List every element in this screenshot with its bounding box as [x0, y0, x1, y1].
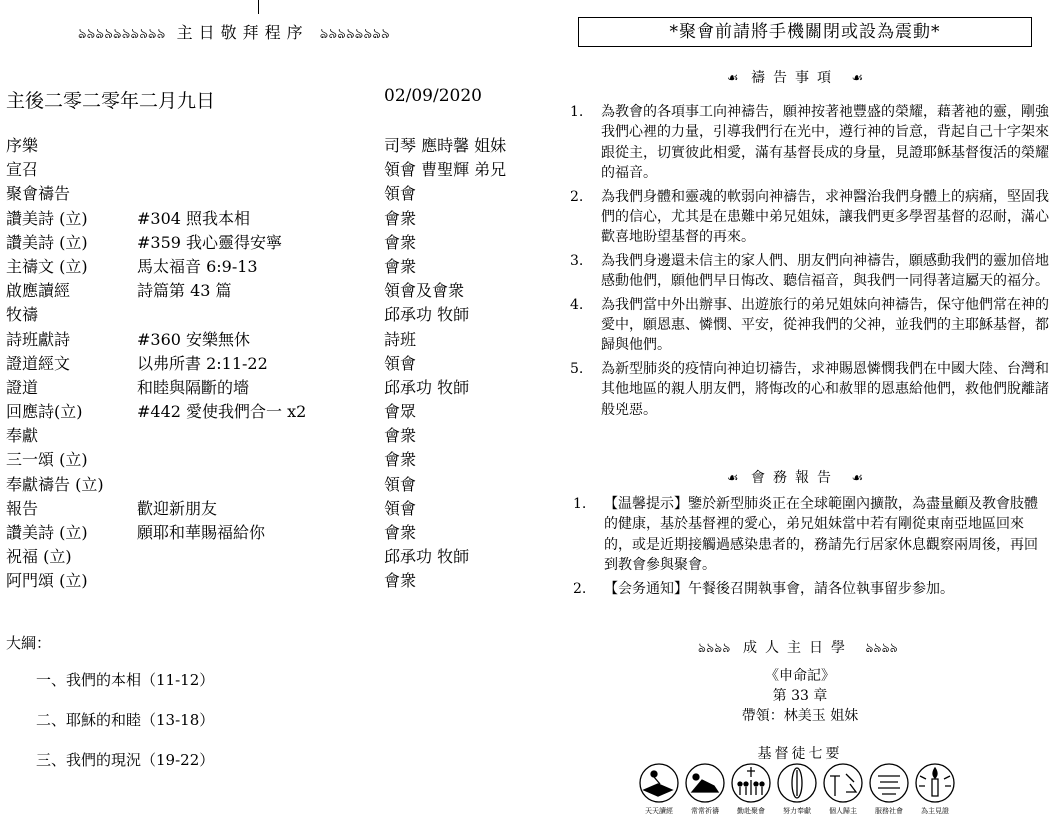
outline-title: 大綱： — [6, 634, 52, 652]
date-chinese: 主後二零二零年二月九日 — [6, 90, 216, 112]
order-leader: 邱承功 牧師 — [384, 305, 470, 325]
essential-label: 常常祈禱 — [691, 807, 719, 815]
prayer-item-number: 2. — [570, 188, 584, 205]
prayer-item-number: 5. — [570, 360, 584, 377]
prayer-item-number: 1. — [570, 104, 584, 120]
sunday-leader: 帶領：林美玉 姐妹 — [741, 708, 859, 724]
prayer-item — [570, 102, 1050, 184]
order-item: 回應詩(立) — [6, 402, 83, 422]
news-item — [573, 494, 1050, 576]
order-leader: 會衆 — [384, 450, 417, 470]
prayer-item — [570, 251, 1050, 292]
order-detail: 願耶和華賜福給你 — [137, 523, 266, 542]
leaf-ornament-icon: ☙ — [851, 471, 864, 486]
order-item: 牧禱 — [6, 305, 39, 325]
praying-icon — [686, 764, 724, 802]
news-item-number: 1. — [573, 496, 587, 512]
order-leader: 領會 曹聖輝 弟兄 — [384, 160, 507, 180]
order-item: 奉獻禱告 (立) — [6, 474, 104, 494]
order-item: 聚會禱告 — [6, 184, 71, 204]
worship-order-title: 主日敬拜程序 — [176, 23, 309, 42]
offering-icon — [778, 764, 816, 802]
order-leader: 會衆 — [384, 256, 417, 276]
sermon-outline — [36, 670, 214, 790]
prayer-item-number: 3. — [570, 252, 584, 269]
order-item: 啟應讀經 — [6, 281, 71, 301]
prayer-heading — [720, 67, 870, 87]
prayer-title: 禱告事項 — [751, 70, 839, 86]
order-row — [6, 328, 526, 352]
order-detail: 以弗所書 2:11-22 — [137, 353, 268, 373]
prayer-list — [570, 102, 1050, 423]
order-detail: #359 我心靈得安寧 — [137, 232, 283, 252]
order-row — [6, 400, 526, 424]
order-leader: 會衆 — [384, 571, 417, 591]
chapter: 第 33 章 — [772, 688, 828, 704]
order-leader: 詩班 — [384, 329, 417, 349]
news-item-text: 【温馨提示】鑒於新型肺炎正在全球範圍內擴散，為盡量顧及教會肢體的健康，基於基督裡的愛心，弟兄姐妹當中若有剛從東南亞地區回來的，或是近期接觸過感染患者的，務請先行居家休息觀察兩周後，再回到教會參與聚會。 — [604, 496, 1038, 574]
church-gathering-icon — [732, 764, 770, 802]
order-row — [6, 231, 526, 255]
outline-point: 二、耶穌的和睦（13-18） — [36, 711, 215, 729]
order-row — [6, 303, 526, 327]
news-item — [573, 579, 1050, 599]
ornament-left: ঌ৯ঌ৯ — [698, 641, 731, 656]
order-item: 讚美詩 (立) — [6, 208, 88, 228]
order-row — [6, 158, 526, 182]
order-item: 三一頌 (立) — [6, 450, 88, 470]
worship-order-heading — [78, 20, 390, 46]
news-heading — [720, 467, 870, 487]
seven-essentials-title: 基督徒七要 — [757, 746, 843, 762]
leaf-ornament-icon: ☙ — [726, 471, 739, 486]
order-detail: 詩篇第 43 篇 — [137, 281, 232, 301]
order-item: 讚美詩 (立) — [6, 523, 88, 542]
order-row — [6, 207, 526, 231]
order-leader: 領會 — [384, 474, 417, 494]
ornament-right: ঌ৯ঌ৯ঌ৯ঌ৯ — [319, 26, 390, 42]
prayer-item-text: 為我們身邊還未信主的家人們、朋友們向神禱告，願感動我們的靈加倍地感動他們，願他們早日悔改、聽信福音，與我們一同得著這屬天的福分。 — [601, 252, 1049, 290]
order-detail: 歡迎新朋友 — [137, 498, 218, 518]
order-row — [6, 448, 526, 472]
order-detail: 和睦與隔斷的墻 — [137, 377, 250, 397]
page-fold-tick — [258, 0, 259, 14]
order-row — [6, 279, 526, 303]
order-row — [6, 255, 526, 279]
serving-icon — [870, 764, 908, 802]
order-item: 序樂 — [6, 136, 39, 155]
order-leader: 司琴 應時馨 姐妹 — [384, 136, 507, 155]
reading-bible-icon — [640, 764, 678, 802]
sunday-school-title: 成人主日學 — [743, 640, 853, 656]
essential-label: 服務社會 — [875, 807, 903, 815]
order-detail: 馬太福音 6:9-13 — [137, 256, 258, 276]
leaf-ornament-icon: ☙ — [851, 71, 864, 86]
order-item: 奉獻 — [6, 426, 39, 446]
prayer-item-text: 為我們身體和靈魂的軟弱向神禱告，求神醫治我們身體上的病痛，堅固我們的信心，尤其是在患難中弟兄姐妹，讓我們更多學習基督的忍耐，滿心歡喜地盼望基督的再來。 — [601, 188, 1049, 246]
sunday-school-heading — [678, 637, 918, 660]
sunday-school-info — [700, 666, 900, 726]
news-list — [573, 494, 1050, 602]
order-leader: 會衆 — [384, 426, 417, 446]
essential-label: 努力奉獻 — [783, 807, 811, 815]
order-row — [6, 424, 526, 448]
order-item: 證道經文 — [6, 353, 71, 373]
order-item: 祝福 (立) — [6, 547, 72, 567]
phone-notice: *聚會前請將手機關閉或設為震動* — [578, 17, 1032, 47]
prayer-item — [570, 359, 1050, 420]
order-row — [6, 134, 526, 158]
prayer-item-number: 4. — [570, 296, 584, 313]
worship-order-list — [6, 134, 526, 594]
order-row — [6, 521, 526, 545]
witness-candle-icon — [916, 764, 954, 802]
order-item: 阿門頌 (立) — [6, 571, 88, 591]
order-row — [6, 376, 526, 400]
service-date — [6, 86, 506, 113]
order-leader: 領會及會衆 — [384, 281, 465, 301]
order-row — [6, 497, 526, 521]
prayer-item-text: 為新型肺炎的疫情向神迫切禱告，求神賜恩憐憫我們在中國大陸、台灣和其他地區的親人朋友們，將悔改的心和赦罪的恩惠給他們，救他們脫離諸般兇惡。 — [601, 360, 1049, 418]
order-leader: 邱承功 牧師 — [384, 377, 470, 397]
order-detail: #304 照我本相 — [137, 208, 251, 228]
order-item: 報告 — [6, 498, 39, 518]
news-item-text: 【会务通知】午餐後召開執事會，請各位執事留步参加。 — [604, 580, 954, 597]
order-item: 讚美詩 (立) — [6, 232, 88, 252]
date-numeric: 02/09/2020 — [384, 86, 482, 106]
order-leader: 會衆 — [384, 208, 417, 228]
order-row — [6, 473, 526, 497]
order-item: 詩班獻詩 — [6, 329, 71, 349]
prayer-item — [570, 295, 1050, 356]
prayer-item-text: 為我們當中外出辦事、出遊旅行的弟兄姐妹向神禱告，保守他們常在神的愛中，願恩惠、憐憫、平安，從神我們的父神，並我們的主耶穌基督，都歸與他們。 — [601, 296, 1049, 354]
order-item: 主禱文 (立) — [6, 256, 88, 276]
outline-point: 三、我們的現況（19-22） — [36, 751, 215, 769]
order-detail: #442 愛使我們合一 x2 — [137, 402, 307, 422]
essential-label: 為主見證 — [921, 807, 949, 815]
order-row — [6, 545, 526, 569]
seven-essentials-icons — [636, 762, 958, 806]
order-detail: #360 安樂無休 — [137, 329, 251, 349]
order-row — [6, 182, 526, 206]
order-leader: 領會 — [384, 498, 417, 518]
order-item: 宣召 — [6, 160, 39, 180]
leaf-ornament-icon: ☙ — [726, 71, 739, 86]
ornament-left: ঌ৯ঌ৯ঌ৯ঌ৯ঌ৯ — [78, 26, 166, 42]
essential-label: 勤赴聚會 — [737, 807, 765, 815]
order-row — [6, 352, 526, 376]
essential-label: 天天讀經 — [645, 807, 673, 815]
news-title: 會務報告 — [751, 470, 839, 486]
order-leader: 會衆 — [384, 232, 417, 252]
essential-label: 個人歸主 — [829, 807, 857, 815]
news-item-number: 2. — [573, 580, 587, 597]
book-name: 《申命記》 — [765, 668, 835, 684]
order-leader: 會眾 — [384, 402, 417, 422]
order-leader: 邱承功 牧師 — [384, 547, 470, 567]
order-row — [6, 569, 526, 593]
order-leader: 領會 — [384, 184, 417, 204]
prayer-item — [570, 187, 1050, 248]
ornament-right: ঌ৯ঌ৯ — [865, 641, 898, 656]
order-leader: 領會 — [384, 353, 417, 373]
order-item: 證道 — [6, 377, 39, 397]
outline-point: 一、我們的本相（11-12） — [36, 671, 215, 689]
order-leader: 會衆 — [384, 523, 417, 542]
evangelism-icon — [824, 764, 862, 802]
prayer-item-text: 為教會的各項事工向神禱告，願神按著祂豐盛的榮耀，藉著祂的靈，剛強我們心裡的力量，引導我們行在光中，遵行神的旨意，背起自己十字架來跟從主，切實彼此相愛，滿有基督長成的身量，見證耶穌基督復活的榮耀的福音。 — [601, 104, 1049, 182]
